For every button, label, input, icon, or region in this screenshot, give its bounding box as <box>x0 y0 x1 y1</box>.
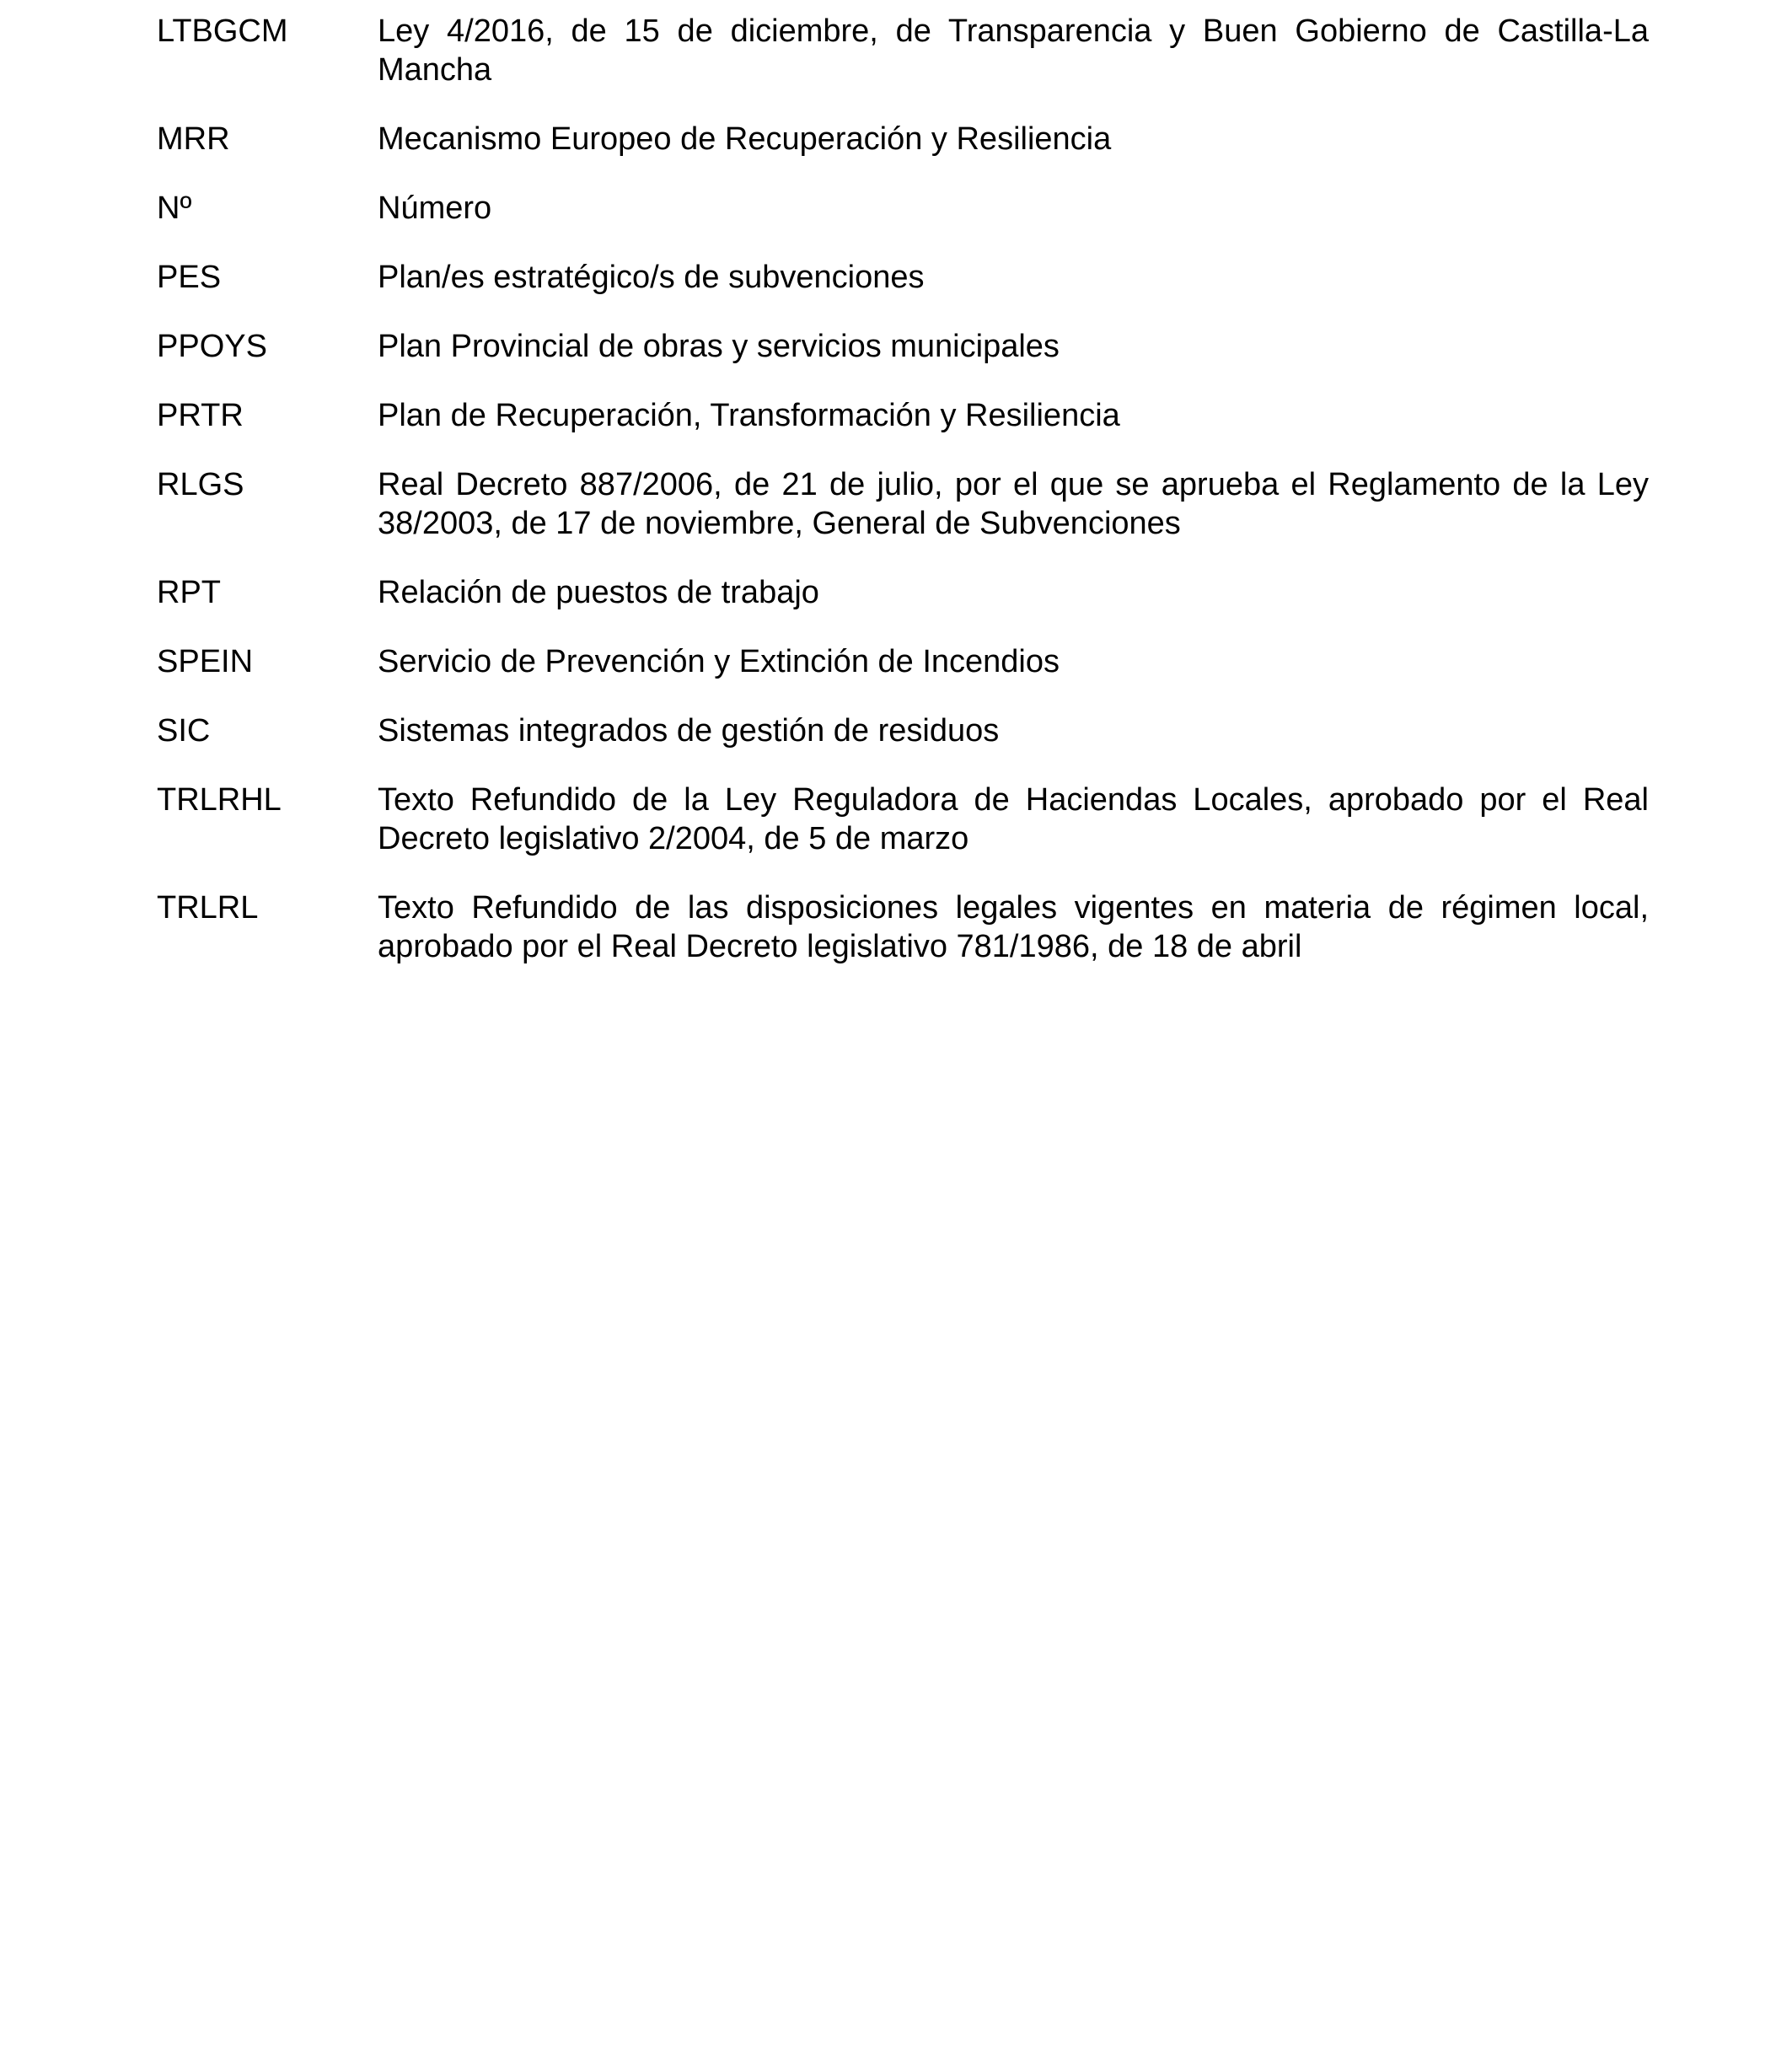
abbreviation: RLGS <box>157 467 244 502</box>
abbreviation: MRR <box>157 121 230 157</box>
glossary-entry <box>157 781 1649 858</box>
glossary-entry <box>157 396 1649 435</box>
glossary-entry <box>157 258 1649 297</box>
glossary-entry <box>157 327 1649 366</box>
abbreviation: TRLRHL <box>157 782 282 818</box>
abbreviation: PPOYS <box>157 329 267 364</box>
abbreviation-definition: Sistemas integrados de gestión de residuos <box>378 713 1000 749</box>
glossary-entry <box>157 12 1649 89</box>
abbreviation-definition: Plan de Recuperación, Transformación y Resiliencia <box>378 398 1120 433</box>
abbreviation-definition: Texto Refundido de las disposiciones legales vigentes en materia de régimen local, aprobado por el Real Decreto legislativo 781/1986, de 18 de abril <box>378 890 1649 964</box>
abbreviation: SIC <box>157 713 211 749</box>
abbreviation-definition: Plan/es estratégico/s de subvenciones <box>378 260 925 295</box>
abbreviation: LTBGCM <box>157 13 288 49</box>
glossary-entry <box>157 465 1649 543</box>
abbreviation-definition: Real Decreto 887/2006, de 21 de julio, por el que se aprueba el Reglamento de la Ley 38/2003, de 17 de noviembre, General de Subvenciones <box>378 467 1649 541</box>
glossary-entry <box>157 642 1649 681</box>
glossary-entry <box>157 189 1649 228</box>
glossary-entry <box>157 120 1649 158</box>
abbreviation-definition: Ley 4/2016, de 15 de diciembre, de Transparencia y Buen Gobierno de Castilla-La Mancha <box>378 13 1649 88</box>
abbreviation-definition: Mecanismo Europeo de Recuperación y Resiliencia <box>378 121 1112 157</box>
abbreviation-definition: Servicio de Prevención y Extinción de Incendios <box>378 644 1060 679</box>
abbreviation-definition: Relación de puestos de trabajo <box>378 575 819 610</box>
abbreviation: PES <box>157 260 222 295</box>
glossary-entry <box>157 711 1649 750</box>
abbreviations-list <box>157 12 1649 996</box>
abbreviation: PRTR <box>157 398 244 433</box>
abbreviation-definition: Plan Provincial de obras y servicios municipales <box>378 329 1060 364</box>
glossary-entry <box>157 573 1649 612</box>
glossary-entry <box>157 888 1649 966</box>
abbreviation: TRLRL <box>157 890 259 926</box>
abbreviation-definition: Texto Refundido de la Ley Reguladora de Haciendas Locales, aprobado por el Real Decreto legislativo 2/2004, de 5 de marzo <box>378 782 1649 856</box>
abbreviation: SPEIN <box>157 644 254 679</box>
abbreviation: RPT <box>157 575 221 610</box>
abbreviation-definition: Número <box>378 191 492 226</box>
abbreviation: Nº <box>157 191 192 226</box>
